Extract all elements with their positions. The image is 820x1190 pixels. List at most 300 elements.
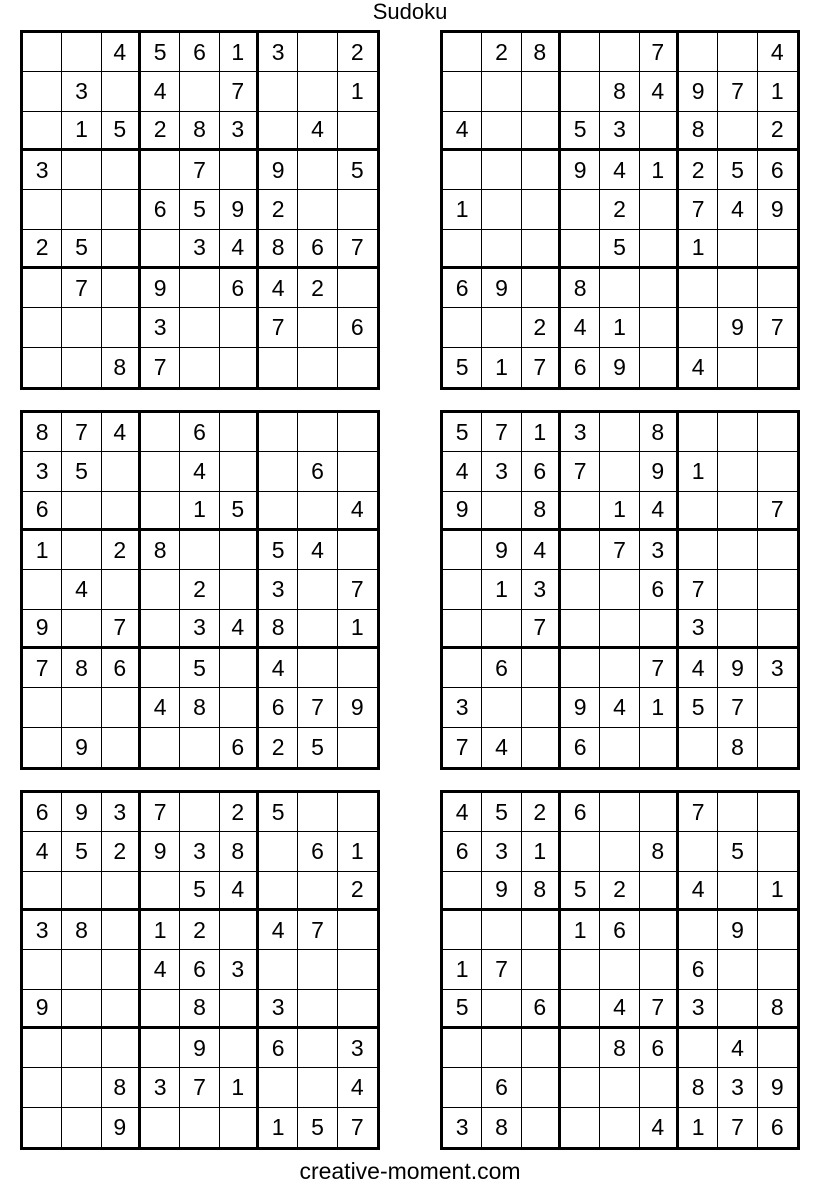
sudoku-cell: 5: [62, 230, 101, 269]
sudoku-cell: 9: [220, 190, 259, 229]
sudoku-cell: [259, 492, 298, 531]
sudoku-cell: 1: [600, 308, 639, 347]
sudoku-cell: 5: [679, 688, 718, 727]
sudoku-cell: [482, 911, 521, 950]
sudoku-cell: [640, 793, 679, 832]
sudoku-cell: [522, 1029, 561, 1068]
sudoku-cell: [522, 72, 561, 111]
sudoku-cell: [220, 151, 259, 190]
sudoku-cell: 7: [679, 570, 718, 609]
sudoku-cell: 3: [758, 649, 797, 688]
sudoku-cell: 3: [259, 33, 298, 72]
sudoku-cell: [482, 230, 521, 269]
sudoku-cell: 8: [718, 728, 757, 767]
sudoku-cell: 9: [141, 832, 180, 871]
sudoku-cell: 6: [220, 269, 259, 308]
sudoku-cell: 9: [23, 610, 62, 649]
sudoku-cell: 9: [561, 688, 600, 727]
sudoku-cell: [62, 688, 101, 727]
sudoku-cell: [62, 348, 101, 387]
sudoku-cell: [220, 649, 259, 688]
sudoku-cell: [679, 728, 718, 767]
sudoku-cell: 4: [718, 1029, 757, 1068]
sudoku-cell: [259, 112, 298, 151]
sudoku-cell: 8: [102, 348, 141, 387]
sudoku-cell: [338, 649, 377, 688]
sudoku-cell: 7: [482, 413, 521, 452]
sudoku-cell: [298, 308, 337, 347]
sudoku-cell: [298, 72, 337, 111]
sudoku-cell: 5: [338, 151, 377, 190]
sudoku-cell: [443, 33, 482, 72]
sudoku-cell: [522, 1108, 561, 1147]
sudoku-cell: 3: [23, 452, 62, 491]
sudoku-cell: [338, 112, 377, 151]
sudoku-cell: 8: [600, 1029, 639, 1068]
sudoku-cell: 9: [640, 452, 679, 491]
sudoku-cell: [23, 308, 62, 347]
sudoku-cell: [758, 452, 797, 491]
sudoku-cell: [298, 492, 337, 531]
sudoku-cell: [259, 950, 298, 989]
sudoku-cell: [679, 1029, 718, 1068]
sudoku-cell: [338, 728, 377, 767]
sudoku-cell: [443, 649, 482, 688]
sudoku-cell: 9: [62, 728, 101, 767]
sudoku-cell: [522, 1068, 561, 1107]
sudoku-cell: [62, 990, 101, 1029]
sudoku-cell: 6: [522, 990, 561, 1029]
sudoku-cell: 5: [443, 348, 482, 387]
sudoku-cell: 4: [180, 452, 219, 491]
sudoku-cell: 2: [259, 728, 298, 767]
sudoku-cell: [561, 649, 600, 688]
sudoku-cell: [298, 793, 337, 832]
sudoku-cell: [600, 570, 639, 609]
sudoku-cell: [561, 610, 600, 649]
sudoku-cell: 6: [770, 1113, 784, 1140]
sudoku-cell: 1: [443, 190, 482, 229]
sudoku-cell: 4: [522, 531, 561, 570]
sudoku-cell: 5: [62, 832, 101, 871]
sudoku-cell: 4: [640, 1108, 679, 1147]
sudoku-cell: [679, 269, 718, 308]
sudoku-cell: [561, 1108, 600, 1147]
sudoku-cell: [102, 688, 141, 727]
sudoku-cell: 6: [259, 1029, 298, 1068]
sudoku-cell: [298, 570, 337, 609]
sudoku-cell: [718, 610, 757, 649]
sudoku-cell: [561, 492, 600, 531]
sudoku-cell: 6: [180, 950, 219, 989]
sudoku-cell: 5: [482, 793, 521, 832]
sudoku-cell: [443, 610, 482, 649]
sudoku-cell: [338, 348, 377, 387]
sudoku-cell: 5: [180, 190, 219, 229]
sudoku-cell: 6: [443, 269, 482, 308]
sudoku-cell: 4: [482, 728, 521, 767]
sudoku-cell: 7: [718, 72, 757, 111]
sudoku-cell: [522, 230, 561, 269]
sudoku-cell: 3: [180, 832, 219, 871]
sudoku-cell: [102, 151, 141, 190]
sudoku-cell: [482, 688, 521, 727]
sudoku-cell: [718, 269, 757, 308]
sudoku-cell: 1: [679, 230, 718, 269]
sudoku-cell: [23, 348, 62, 387]
sudoku-cell: 4: [640, 492, 679, 531]
sudoku-cell: [180, 531, 219, 570]
sudoku-cell: 3: [102, 793, 141, 832]
sudoku-cell: [640, 1068, 679, 1107]
sudoku-grid-6: [440, 790, 800, 1150]
sudoku-cell: 3: [338, 1029, 377, 1068]
sudoku-cell: 8: [62, 911, 101, 950]
sudoku-cell: [220, 531, 259, 570]
sudoku-cell: [102, 308, 141, 347]
sudoku-cell: 8: [482, 1108, 521, 1147]
sudoku-cell: [141, 492, 180, 531]
sudoku-cell: [561, 832, 600, 871]
sudoku-cell: [220, 452, 259, 491]
sudoku-cell: 7: [443, 728, 482, 767]
sudoku-cell: 7: [141, 348, 180, 387]
sudoku-cell: [718, 793, 757, 832]
sudoku-cell: 8: [758, 990, 797, 1029]
sudoku-grid-3: [20, 410, 380, 770]
sudoku-cell: [482, 190, 521, 229]
sudoku-cell: [102, 570, 141, 609]
sudoku-cell: 2: [679, 151, 718, 190]
sudoku-cell: [482, 492, 521, 531]
sudoku-cell: [758, 911, 797, 950]
sudoku-cell: [338, 793, 377, 832]
sudoku-cell: 2: [482, 33, 521, 72]
sudoku-cell: [141, 1108, 180, 1147]
sudoku-cell: [180, 728, 219, 767]
sudoku-cell: 9: [482, 269, 521, 308]
sudoku-cell: [561, 531, 600, 570]
sudoku-cell: [62, 190, 101, 229]
sudoku-cell: 3: [522, 570, 561, 609]
sudoku-cell: 3: [220, 112, 259, 151]
sudoku-cell: [679, 308, 718, 347]
sudoku-cell: [561, 190, 600, 229]
sudoku-cell: 3: [640, 531, 679, 570]
sudoku-cell: [443, 1068, 482, 1107]
sudoku-cell: 6: [298, 230, 337, 269]
sudoku-cell: [298, 990, 337, 1029]
sudoku-cell: [482, 151, 521, 190]
sudoku-cell: 2: [338, 872, 377, 911]
sudoku-cell: [443, 151, 482, 190]
sudoku-cell: [23, 950, 62, 989]
sudoku-cell: 3: [141, 308, 180, 347]
sudoku-cell: 7: [298, 688, 337, 727]
sudoku-cell: [718, 33, 757, 72]
sudoku-cell: [23, 1068, 62, 1107]
sudoku-cell: 1: [443, 950, 482, 989]
sudoku-cell: [338, 950, 377, 989]
sudoku-cell: [640, 348, 679, 387]
sudoku-cell: 3: [443, 688, 482, 727]
sudoku-cell: 1: [679, 452, 718, 491]
sudoku-cell: 8: [600, 72, 639, 111]
sudoku-cell: [62, 950, 101, 989]
sudoku-cell: 4: [600, 990, 639, 1029]
sudoku-cell: [141, 610, 180, 649]
sudoku-cell: 7: [220, 72, 259, 111]
sudoku-cell: [23, 570, 62, 609]
sudoku-cell: 4: [298, 112, 337, 151]
sudoku-cell: 4: [718, 190, 757, 229]
sudoku-cell: 9: [600, 348, 639, 387]
sudoku-cell: 5: [718, 832, 757, 871]
sudoku-cell: 8: [141, 531, 180, 570]
sudoku-cell: [338, 269, 377, 308]
sudoku-cell: 4: [561, 308, 600, 347]
sudoku-cell: 3: [62, 72, 101, 111]
sudoku-cell: [180, 793, 219, 832]
sudoku-cell: [758, 413, 797, 452]
sudoku-cell: 6: [600, 911, 639, 950]
sudoku-cell: 9: [718, 649, 757, 688]
sudoku-cell: [298, 151, 337, 190]
sudoku-cell: [338, 452, 377, 491]
sudoku-cell: 4: [23, 832, 62, 871]
sudoku-cell: 6: [23, 793, 62, 832]
sudoku-cell: 1: [220, 1068, 259, 1107]
sudoku-cell: [482, 72, 521, 111]
sudoku-cell: [758, 269, 797, 308]
sudoku-cell: 4: [220, 610, 259, 649]
sudoku-cell: 7: [561, 452, 600, 491]
sudoku-cell: 9: [62, 793, 101, 832]
sudoku-cell: 8: [640, 413, 679, 452]
sudoku-cell: 7: [180, 151, 219, 190]
sudoku-cell: [640, 872, 679, 911]
sudoku-cell: [338, 413, 377, 452]
sudoku-cell: [600, 33, 639, 72]
sudoku-cell: [443, 1029, 482, 1068]
sudoku-cell: 1: [259, 1108, 298, 1147]
sudoku-cell: [102, 230, 141, 269]
sudoku-cell: 4: [102, 33, 141, 72]
sudoku-cell: [259, 413, 298, 452]
sudoku-cell: 4: [679, 348, 718, 387]
sudoku-cell: 1: [23, 531, 62, 570]
sudoku-cell: [718, 230, 757, 269]
sudoku-cell: 6: [443, 832, 482, 871]
sudoku-cell: 8: [522, 33, 561, 72]
sudoku-cell: 4: [62, 570, 101, 609]
sudoku-cell: 7: [640, 649, 679, 688]
sudoku-cell: 4: [443, 793, 482, 832]
sudoku-cell: [141, 413, 180, 452]
sudoku-cell: 7: [259, 308, 298, 347]
sudoku-cell: [758, 950, 797, 989]
sudoku-cell: 7: [758, 308, 797, 347]
sudoku-cell: 1: [338, 832, 377, 871]
sudoku-cell: [259, 452, 298, 491]
sudoku-cell: [600, 793, 639, 832]
sudoku-cell: [23, 72, 62, 111]
sudoku-cell: 2: [522, 793, 561, 832]
sudoku-cell: [482, 1029, 521, 1068]
sudoku-cell: [298, 348, 337, 387]
sudoku-cell: [640, 230, 679, 269]
sudoku-cell: [758, 793, 797, 832]
sudoku-cell: 2: [220, 793, 259, 832]
sudoku-cell: [23, 112, 62, 151]
sudoku-cell: 3: [220, 950, 259, 989]
sudoku-cell: 1: [62, 112, 101, 151]
sudoku-cell: 3: [180, 230, 219, 269]
sudoku-cell: [758, 348, 797, 387]
sudoku-cell: [62, 872, 101, 911]
sudoku-cell: 2: [758, 112, 797, 151]
sudoku-cell: [482, 990, 521, 1029]
sudoku-cell: 1: [522, 832, 561, 871]
sudoku-cell: 1: [482, 348, 521, 387]
sudoku-cell: 7: [23, 649, 62, 688]
sudoku-cell: [679, 413, 718, 452]
sudoku-cell: 5: [443, 413, 482, 452]
sudoku-cell: [220, 308, 259, 347]
sudoku-cell: 9: [561, 151, 600, 190]
sudoku-cell: [443, 911, 482, 950]
sudoku-cell: [62, 492, 101, 531]
sudoku-cell: 2: [23, 230, 62, 269]
sudoku-cell: [482, 308, 521, 347]
sudoku-cell: [62, 1068, 101, 1107]
sudoku-cell: 9: [482, 531, 521, 570]
sudoku-cell: [141, 872, 180, 911]
sudoku-cell: 9: [758, 1068, 797, 1107]
sudoku-cell: 7: [679, 793, 718, 832]
sudoku-cell: [220, 1029, 259, 1068]
sudoku-cell: 5: [141, 33, 180, 72]
sudoku-cell: [141, 570, 180, 609]
sudoku-cell: 6: [561, 728, 600, 767]
sudoku-cell: 1: [338, 72, 377, 111]
sudoku-cell: [220, 348, 259, 387]
sudoku-cell: [482, 610, 521, 649]
sudoku-cell: 7: [62, 413, 101, 452]
sudoku-cell: 5: [298, 1108, 337, 1147]
sudoku-cell: 8: [23, 413, 62, 452]
sudoku-cell: 9: [443, 492, 482, 531]
sudoku-cell: [718, 452, 757, 491]
sudoku-cell: [62, 151, 101, 190]
sudoku-cell: 3: [23, 911, 62, 950]
sudoku-cell: 1: [141, 911, 180, 950]
sudoku-cell: [338, 531, 377, 570]
sudoku-cell: [298, 610, 337, 649]
sudoku-cell: [600, 649, 639, 688]
sudoku-cell: [718, 950, 757, 989]
sudoku-cell: [141, 230, 180, 269]
sudoku-cell: [102, 72, 141, 111]
sudoku-cell: 5: [102, 112, 141, 151]
sudoku-cell: [718, 531, 757, 570]
sudoku-cell: [443, 72, 482, 111]
sudoku-cell: 2: [141, 112, 180, 151]
sudoku-cell: [180, 308, 219, 347]
sudoku-cell: 7: [600, 531, 639, 570]
sudoku-cell: [482, 112, 521, 151]
sudoku-cell: 4: [640, 72, 679, 111]
sudoku-cell: [23, 1108, 62, 1147]
sudoku-cell: [259, 832, 298, 871]
sudoku-cell: [338, 190, 377, 229]
sudoku-cell: 7: [758, 492, 797, 531]
sudoku-cell: 3: [718, 1068, 757, 1107]
sudoku-cell: [298, 872, 337, 911]
page-title: Sudoku: [372, 0, 448, 24]
sudoku-cell: [23, 33, 62, 72]
sudoku-cell: 1: [522, 413, 561, 452]
sudoku-cell: [640, 911, 679, 950]
sudoku-cell: 5: [718, 151, 757, 190]
sudoku-cell: [522, 950, 561, 989]
sudoku-cell: [522, 269, 561, 308]
sudoku-cell: [102, 452, 141, 491]
sudoku-cell: 2: [600, 190, 639, 229]
sudoku-cell: [259, 72, 298, 111]
sudoku-cell: 5: [600, 230, 639, 269]
sudoku-cell: [298, 649, 337, 688]
sudoku-cell: [23, 190, 62, 229]
sudoku-cell: [298, 190, 337, 229]
sudoku-cell: [522, 151, 561, 190]
sudoku-cell: 8: [180, 688, 219, 727]
sudoku-cell: [758, 728, 797, 767]
sudoku-cell: 9: [718, 308, 757, 347]
sudoku-cell: 6: [298, 452, 337, 491]
sudoku-cell: 8: [180, 112, 219, 151]
sudoku-cell: 7: [718, 1108, 757, 1147]
sudoku-cell: [522, 728, 561, 767]
sudoku-cell: 5: [298, 728, 337, 767]
sudoku-cell: [640, 112, 679, 151]
sudoku-cell: 7: [640, 33, 679, 72]
sudoku-cell: [338, 911, 377, 950]
sudoku-cell: 4: [259, 911, 298, 950]
sudoku-cell: 6: [522, 452, 561, 491]
sudoku-cell: [141, 990, 180, 1029]
sudoku-cell: 6: [298, 832, 337, 871]
sudoku-cell: 6: [640, 1029, 679, 1068]
sudoku-cell: 4: [338, 492, 377, 531]
sudoku-grid-4: [440, 410, 800, 770]
sudoku-cell: [561, 570, 600, 609]
sudoku-cell: 6: [758, 151, 797, 190]
sudoku-cell: [102, 269, 141, 308]
sudoku-cell: 7: [338, 570, 377, 609]
sudoku-cell: [600, 950, 639, 989]
sudoku-cell: [718, 990, 757, 1029]
sudoku-cell: 6: [180, 33, 219, 72]
sudoku-cell: [522, 649, 561, 688]
sudoku-cell: 6: [482, 649, 521, 688]
sudoku-cell: 2: [180, 911, 219, 950]
sudoku-cell: 9: [259, 151, 298, 190]
sudoku-cell: 1: [640, 151, 679, 190]
sudoku-cell: [640, 950, 679, 989]
sudoku-cell: [102, 728, 141, 767]
sudoku-cell: [561, 230, 600, 269]
